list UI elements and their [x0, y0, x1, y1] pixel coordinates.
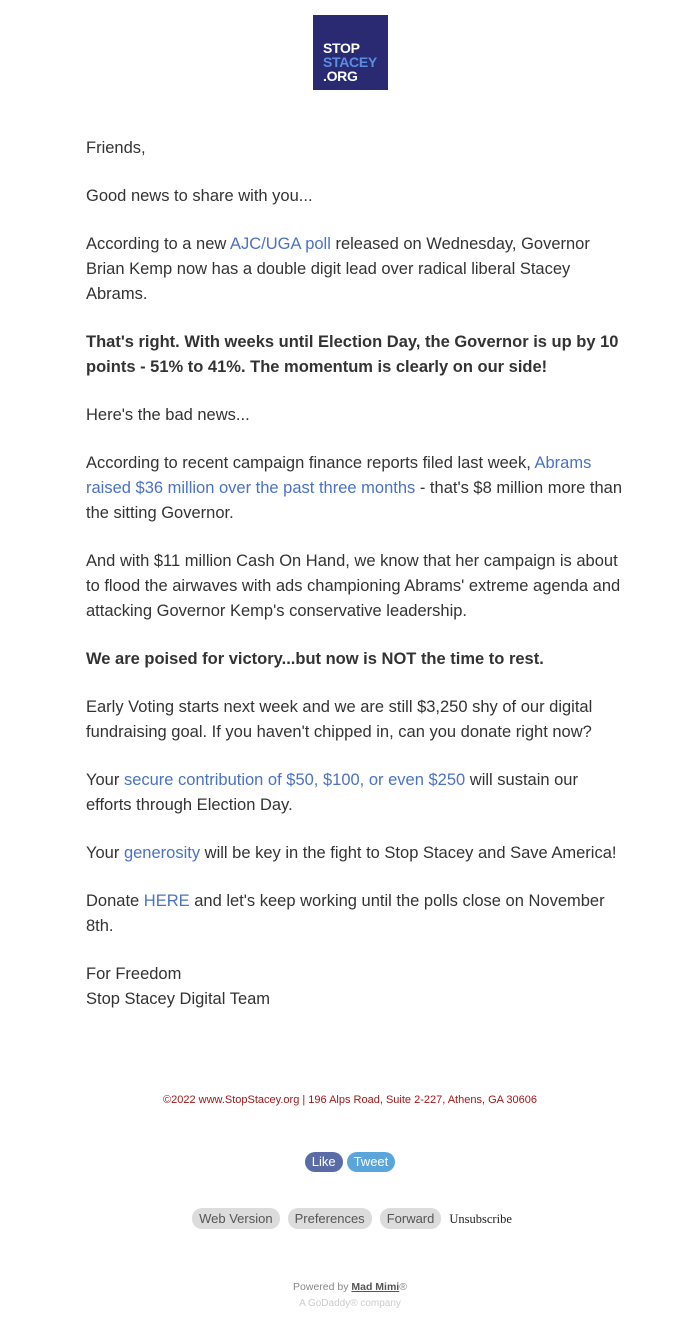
text: According to recent campaign finance reports filed last week,: [86, 454, 535, 472]
donate-here-link[interactable]: HERE: [143, 892, 190, 910]
footer-links: [0, 1208, 700, 1230]
contribution-link[interactable]: secure contribution of $50, $100, or even $250: [123, 771, 466, 789]
text: and let's keep working until the polls close on November 8th.: [86, 892, 605, 935]
unsubscribe-link[interactable]: Unsubscribe: [449, 1212, 512, 1226]
mad-mimi-link[interactable]: Mad Mimi: [351, 1281, 400, 1293]
generosity-link[interactable]: generosity: [123, 844, 201, 862]
paragraph-poll: [86, 232, 626, 307]
powered-by: [0, 1281, 700, 1293]
greeting: Friends,: [86, 139, 146, 157]
text: will be key in the fight to Stop Stacey and Save America!: [200, 844, 617, 862]
text: released on Wednesday, Governor Brian Kemp now has a double digit lead over radical liberal Stacey Abrams.: [86, 235, 590, 303]
preferences-button[interactable]: Preferences: [288, 1208, 372, 1229]
paragraph-poised: We are poised for victory...but now is NOT the time to rest.: [86, 650, 544, 668]
social-buttons: [0, 1152, 700, 1172]
text: - that's $8 million more than the sitting Governor.: [86, 479, 623, 522]
logo-line-3: .ORG: [323, 68, 358, 84]
stop-stacey-logo[interactable]: [313, 15, 388, 90]
registered-mark: ®: [399, 1281, 407, 1293]
paragraph-lead: That's right. With weeks until Election Day, the Governor is up by 10 points - 51% to 41%. The momentum is clearly on our side!: [86, 333, 619, 376]
powered-by-text: Powered by: [293, 1281, 352, 1293]
text: Your: [86, 771, 124, 789]
logo-line-1: STOP: [323, 40, 360, 56]
like-button[interactable]: Like: [305, 1152, 343, 1172]
paragraph-cash-on-hand: And with $11 million Cash On Hand, we know that her campaign is about to flood the airwaves with ads championing Abrams' extreme agenda and attacking Governor Kemp's conservative leadership.: [86, 552, 621, 620]
text: According to a new: [86, 235, 231, 253]
paragraph-contribution: [86, 768, 626, 818]
signoff-line-2: Stop Stacey Digital Team: [86, 990, 271, 1008]
paragraph-generosity: [86, 841, 626, 866]
paragraph-good-news: Good news to share with you...: [86, 187, 313, 205]
text: will sustain our efforts through Election Day.: [86, 771, 578, 814]
tweet-button[interactable]: Tweet: [347, 1152, 396, 1172]
signoff-line-1: For Freedom: [86, 965, 182, 983]
text: Your: [86, 844, 124, 862]
paragraph-early-voting: Early Voting starts next week and we are still $3,250 shy of our digital fundraising goal. If you haven't chipped in, can you donate right now?: [86, 698, 593, 741]
abrams-raised-link[interactable]: Abrams raised $36 million over the past three months: [86, 454, 592, 497]
logo-line-2: STACEY: [323, 54, 377, 70]
signoff: [86, 962, 626, 1012]
paragraph-bad-news: Here's the bad news...: [86, 406, 250, 424]
text: Donate: [86, 892, 144, 910]
paragraph-finance: [86, 451, 626, 526]
forward-button[interactable]: Forward: [380, 1208, 442, 1229]
godaddy-tagline: A GoDaddy® company: [299, 1298, 401, 1309]
email-body: [86, 136, 626, 1035]
paragraph-donate: [86, 889, 626, 939]
footer-address: ©2022 www.StopStacey.org | 196 Alps Road, Suite 2-227, Athens, GA 30606: [163, 1094, 537, 1106]
web-version-button[interactable]: Web Version: [192, 1208, 279, 1229]
poll-link[interactable]: AJC/UGA poll: [230, 235, 331, 253]
